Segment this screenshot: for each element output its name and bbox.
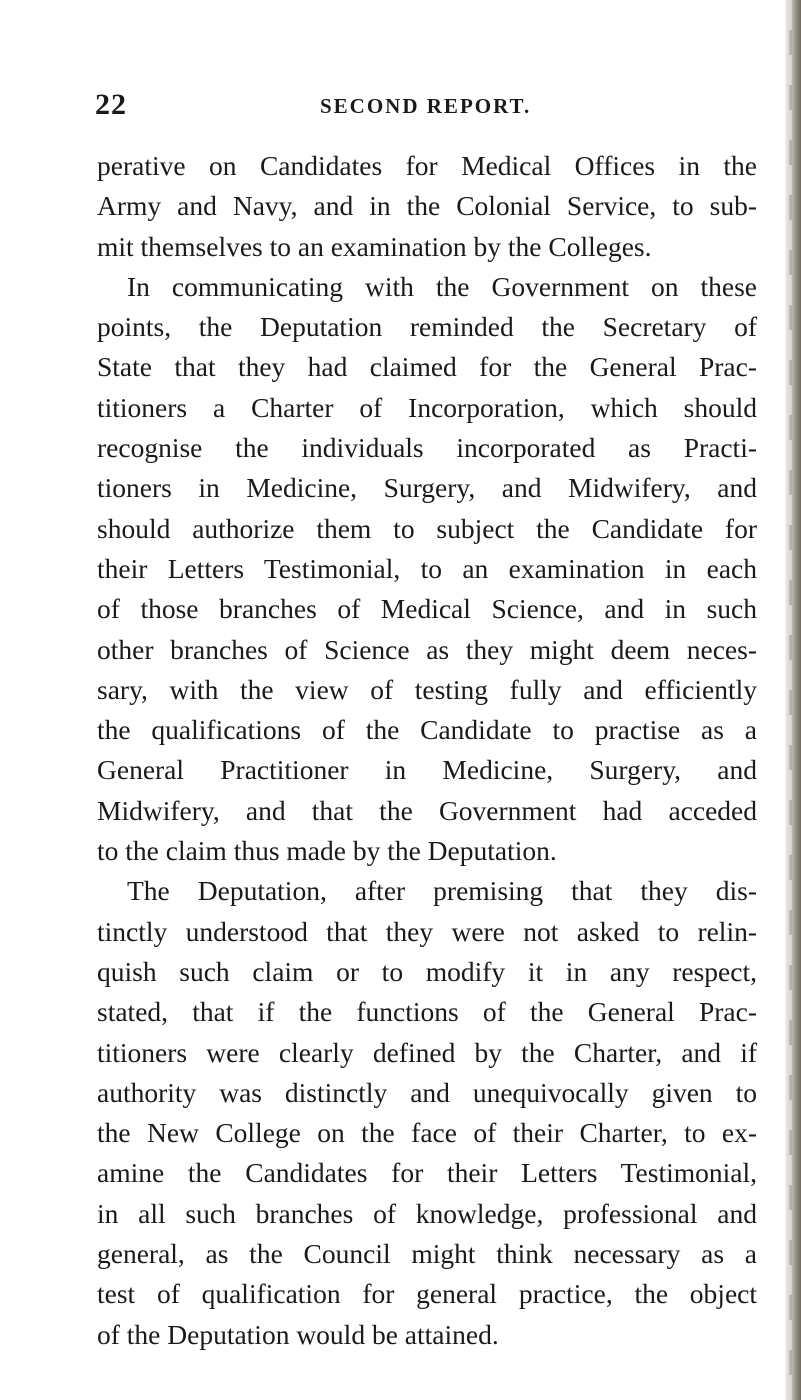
text-line: general, as the Council might think necessary as a	[97, 1238, 757, 1270]
text-line: tioners in Medicine, Surgery, and Midwifery, and	[97, 472, 757, 504]
text-line: recognise the individuals incorporated as Practi-	[97, 432, 757, 464]
text-line: in all such branches of knowledge, professional and	[97, 1197, 757, 1229]
page-number: 22	[95, 88, 127, 121]
text-line: should authorize them to subject the Candidate for	[97, 512, 757, 544]
text-line: points, the Deputation reminded the Secretary of	[97, 311, 757, 343]
text-line: the New College on the face of their Charter, to ex-	[97, 1117, 757, 1149]
text-line: quish such claim or to modify it in any respect,	[97, 955, 757, 987]
text-line: titioners were clearly defined by the Charter, and if	[97, 1036, 757, 1068]
text-line: the qualifications of the Candidate to practise as a	[97, 714, 757, 746]
text-line: mit themselves to an examination by the Colleges.	[97, 230, 652, 262]
text-line: test of qualification for general practice, the object	[97, 1278, 757, 1310]
text-line: General Practitioner in Medicine, Surgery, and	[97, 754, 757, 786]
text-line: authority was distinctly and unequivocally given to	[97, 1076, 757, 1108]
text-line: amine the Candidates for their Letters Testimonial,	[97, 1157, 757, 1189]
page-edge	[785, 0, 801, 1400]
body-text	[97, 146, 757, 1355]
text-line: stated, that if the functions of the General Prac-	[97, 996, 757, 1028]
running-head: SECOND REPORT.	[320, 94, 532, 118]
text-line: State that they had claimed for the General Prac-	[97, 351, 757, 383]
text-line: In communicating with the Government on these	[127, 270, 757, 302]
text-line: their Letters Testimonial, to an examination in each	[97, 552, 757, 584]
text-line: of the Deputation would be attained.	[97, 1318, 499, 1350]
text-line: to the claim thus made by the Deputation.	[97, 835, 557, 867]
text-line: tinctly understood that they were not asked to relin-	[97, 915, 757, 947]
text-line: other branches of Science as they might deem neces-	[97, 633, 757, 665]
text-line: Midwifery, and that the Government had acceded	[97, 794, 757, 826]
text-line: sary, with the view of testing fully and efficiently	[97, 673, 757, 705]
text-line: titioners a Charter of Incorporation, which should	[97, 391, 757, 423]
text-line: Army and Navy, and in the Colonial Service, to sub-	[97, 190, 757, 222]
text-line: of those branches of Medical Science, and in such	[97, 593, 757, 625]
text-line: The Deputation, after premising that they dis-	[127, 875, 757, 907]
page-header	[95, 88, 755, 128]
text-line: perative on Candidates for Medical Offices in the	[97, 150, 757, 181]
